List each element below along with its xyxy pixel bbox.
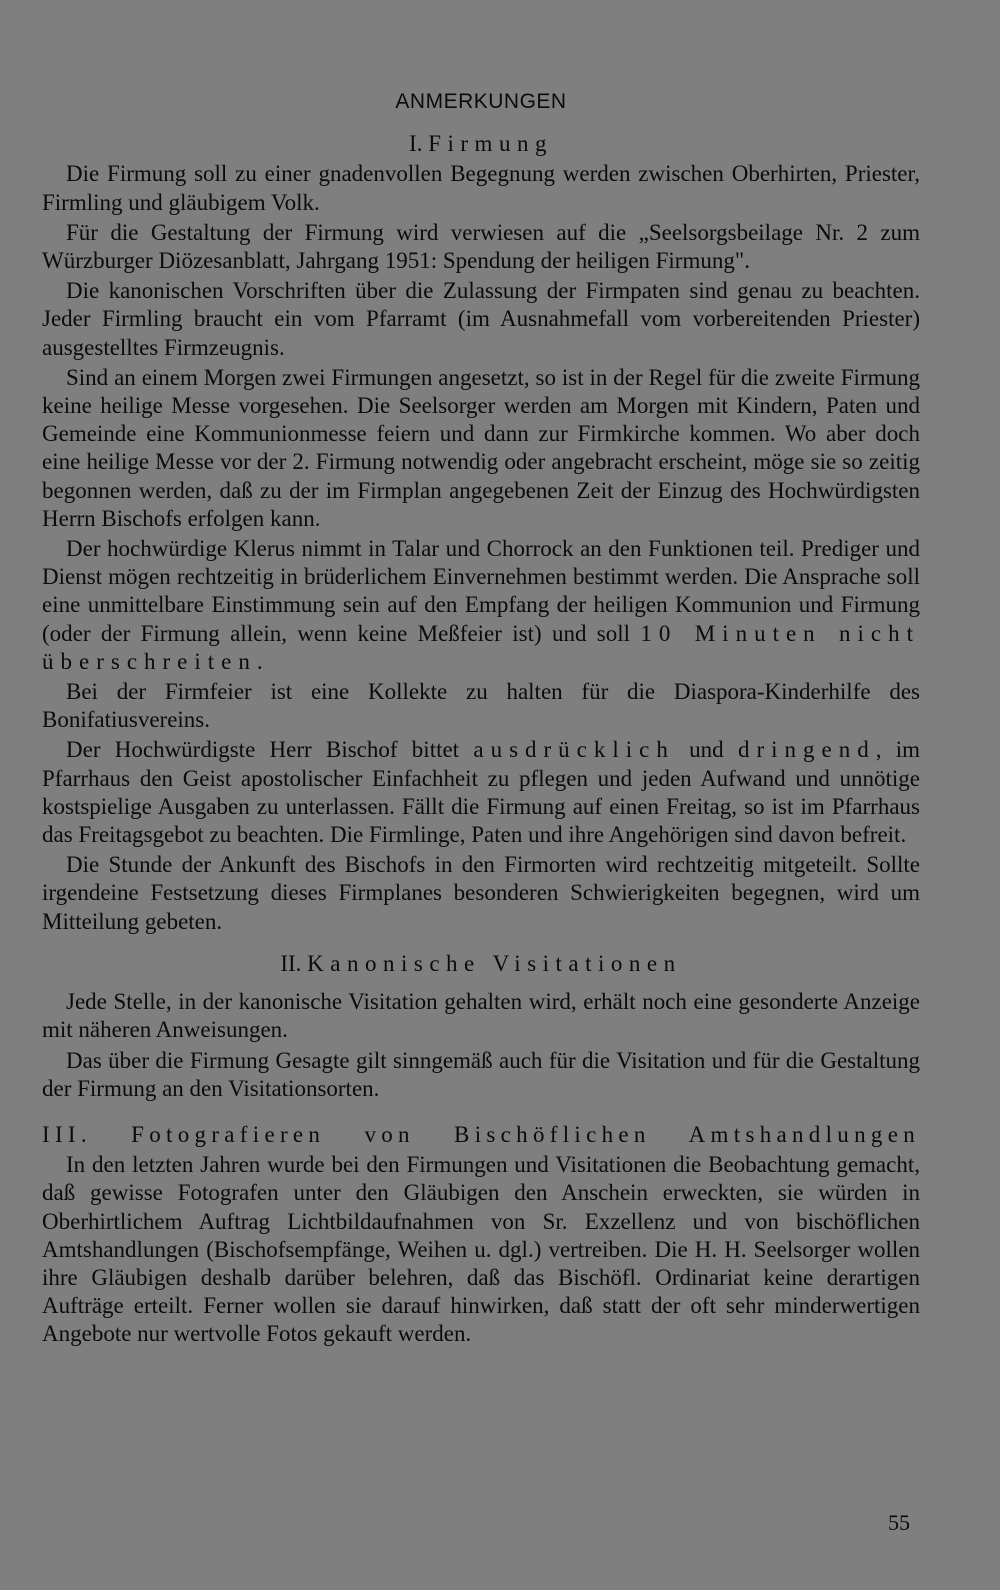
paragraph: Die Firmung soll zu einer gnadenvollen Begegnung werden zwischen Oberhirten, Priester, Firmling und gläubigem Volk.	[42, 161, 920, 215]
paragraph-bishop	[42, 736, 920, 849]
paragraph: Für die Gestaltung der Firmung wird verwiesen auf die „Seelsorgsbeilage Nr. 2 zum Würzburger Diözesanblatt, Jahrgang 1951: Spendung der heiligen Firmung".	[42, 219, 920, 274]
paragraph: Die Stunde der Ankunft des Bischofs in den Firmorten wird rechtzeitig mitgeteilt. Sollte irgendeine Festsetzung dieses Firmplanes besonderen Schwierigkeiten begegnen, wird um Mitteilung gebeten.	[42, 852, 920, 934]
document-page	[42, 60, 920, 1580]
paragraph-text: .	[256, 648, 263, 674]
emphasis-text: dringend	[737, 737, 876, 763]
section-heading-fotografieren: III. Fotografieren von Bischöflichen Amtshandlungen	[42, 1121, 920, 1147]
paragraph: Jede Stelle, in der kanonische Visitation gehalten wird, erhält noch eine gesonderte Anzeige mit näheren Anweisungen.	[42, 989, 920, 1043]
section-heading-text: Firmung	[428, 131, 553, 157]
paragraph-text: und	[674, 737, 738, 763]
paragraph-text: Der Hochwürdigste Herr Bischof bittet	[66, 737, 474, 763]
page-title: ANMERKUNGEN	[395, 90, 567, 113]
section-heading-visitationen	[42, 950, 920, 978]
paragraph: Das über die Firmung Gesagte gilt sinngemäß auch für die Visitation und für die Gestaltung der Firmung an den Visitationsorten.	[42, 1047, 920, 1101]
section-heading-text: Kanonische Visitationen	[307, 950, 682, 976]
section-heading-number: II.	[280, 950, 302, 976]
paragraph: In den letzten Jahren wurde bei den Firmungen und Visitationen die Beobachtung gemacht, daß gewisse Fotografen unter den Gläubigen den Anschein erweckten, sie würden in Oberhirtlichem Auftrag Lichtbildaufnahmen von Sr. Exzellenz und von bischöflichen Amtshandlungen (Bischofsempfänge, Weihen u. dgl.) vertreiben. Die H. H. Seelsorger wollen ihre Gläubigen deshalb darüber belehren, daß das Bischöfl. Ordinariat keine derartigen Aufträge erteilt. Ferner wollen sie darauf hinwirken, daß statt der oft sehr minderwertigen Angebote nur wertvolle Fotos gekauft werden.	[42, 1152, 920, 1347]
paragraph-clergy	[42, 535, 920, 676]
paragraph-text: Der hochwürdige Klerus nimmt in Talar und Chorrock an den Funktionen teil. Prediger und Dienst mögen rechtzeitig in brüderlichem Einvernehmen bestimmt werden. Die Ansprache soll eine unmittelbare Einstimmung sein auf den Empfang der heiligen Kommunion und Firmung (oder der Firmung allein, wenn keine Meßfeier ist) und soll	[42, 536, 920, 646]
paragraph: Die kanonischen Vorschriften über die Zulassung der Firmpaten sind genau zu beachten. Jeder Firmling braucht ein vom Pfarramt (im Ausnahmefall vom vorbereitenden Priester) ausgestelltes Firmzeugnis.	[42, 278, 920, 360]
emphasis-text: 10 Minuten nicht überschreiten	[42, 620, 920, 674]
page-number: 55	[888, 1510, 910, 1535]
paragraph-text: , im Pfarrhaus den Geist apostolischer Einfachheit zu pflegen und jeden Aufwand und unnötige kostspielige Ausgaben zu unterlassen. Fällt die Firmung auf einen Freitag, so ist im Pfarrhaus das Freitagsgebot zu beachten. Die Firmlinge, Paten und ihre Angehörigen sind davon befreit.	[42, 737, 921, 848]
section-heading-firmung	[42, 130, 920, 158]
emphasis-text: ausdrücklich	[473, 737, 675, 763]
paragraph: Bei der Firmfeier ist eine Kollekte zu halten für die Diaspora-Kinderhilfe des Bonifatiusvereins.	[42, 679, 920, 733]
section-heading-number: I.	[409, 131, 423, 157]
paragraph: Sind an einem Morgen zwei Firmungen angesetzt, so ist in der Regel für die zweite Firmung keine heilige Messe vorgesehen. Die Seelsorger werden am Morgen mit Kindern, Paten und Gemeinde eine Kommunionmesse feiern und dann zur Firmkirche kommen. Wo aber doch eine heilige Messe vor der 2. Firmung notwendig oder angebracht erscheint, möge sie so zeitig begonnen werden, daß zu der im Firmplan angegebenen Zeit der Einzug des Hochwürdigsten Herrn Bischofs erfolgen kann.	[42, 364, 920, 531]
